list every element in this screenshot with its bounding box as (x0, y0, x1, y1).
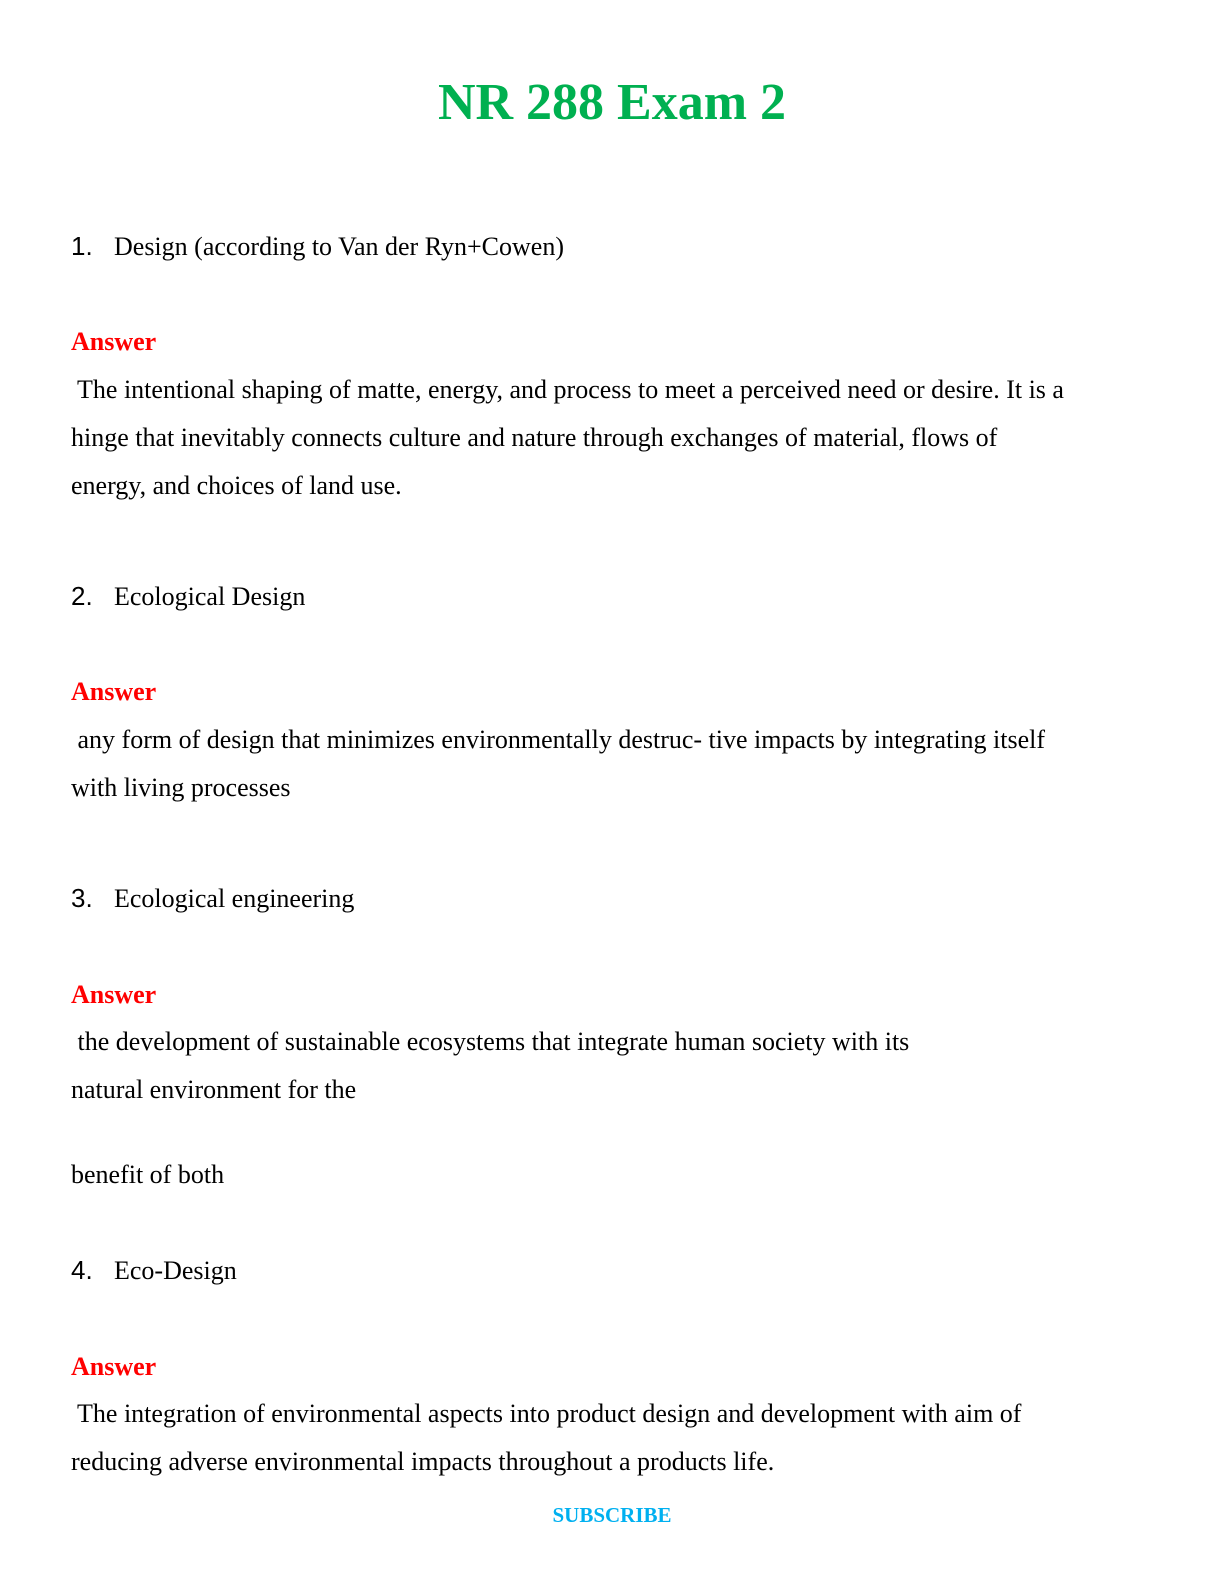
answer-line: benefit of both (71, 1160, 225, 1189)
question-number: 2. (71, 581, 93, 611)
question-1 (71, 233, 564, 260)
answer-line: the development of sustainable ecosystems that integrate human society with its (71, 1027, 910, 1056)
answer-line: any form of design that minimizes environmentally destruc- tive impacts by integrating itself (71, 725, 1046, 754)
answer-line: reducing adverse environmental impacts throughout a products life. (71, 1447, 775, 1476)
answer-line: with living processes (71, 773, 291, 802)
answer-line: natural environment for the (71, 1075, 357, 1104)
answer-line: The integration of environmental aspects into product design and development with aim of (71, 1399, 1022, 1428)
subscribe-link[interactable]: SUBSCRIBE (552, 1503, 672, 1527)
question-2 (71, 583, 305, 610)
question-text: Eco-Design (114, 1256, 237, 1285)
answer-line: energy, and choices of land use. (71, 471, 402, 500)
answer-label: Answer (71, 980, 157, 1009)
question-text: Design (according to Van der Ryn+Cowen) (114, 232, 564, 261)
answer-label: Answer (71, 327, 157, 356)
answer-label: Answer (71, 677, 157, 706)
answer-label: Answer (71, 1352, 157, 1381)
answer-line: hinge that inevitably connects culture and nature through exchanges of material, flows of (71, 423, 998, 452)
question-text: Ecological Design (114, 582, 306, 611)
question-3 (71, 885, 354, 912)
question-4 (71, 1257, 237, 1284)
question-number: 3. (71, 883, 93, 913)
question-text: Ecological engineering (114, 884, 355, 913)
question-number: 1. (71, 231, 93, 261)
document-title: NR 288 Exam 2 (437, 74, 787, 131)
answer-line: The intentional shaping of matte, energy, and process to meet a perceived need or desire. It is a (71, 375, 1064, 404)
question-number: 4. (71, 1255, 93, 1285)
